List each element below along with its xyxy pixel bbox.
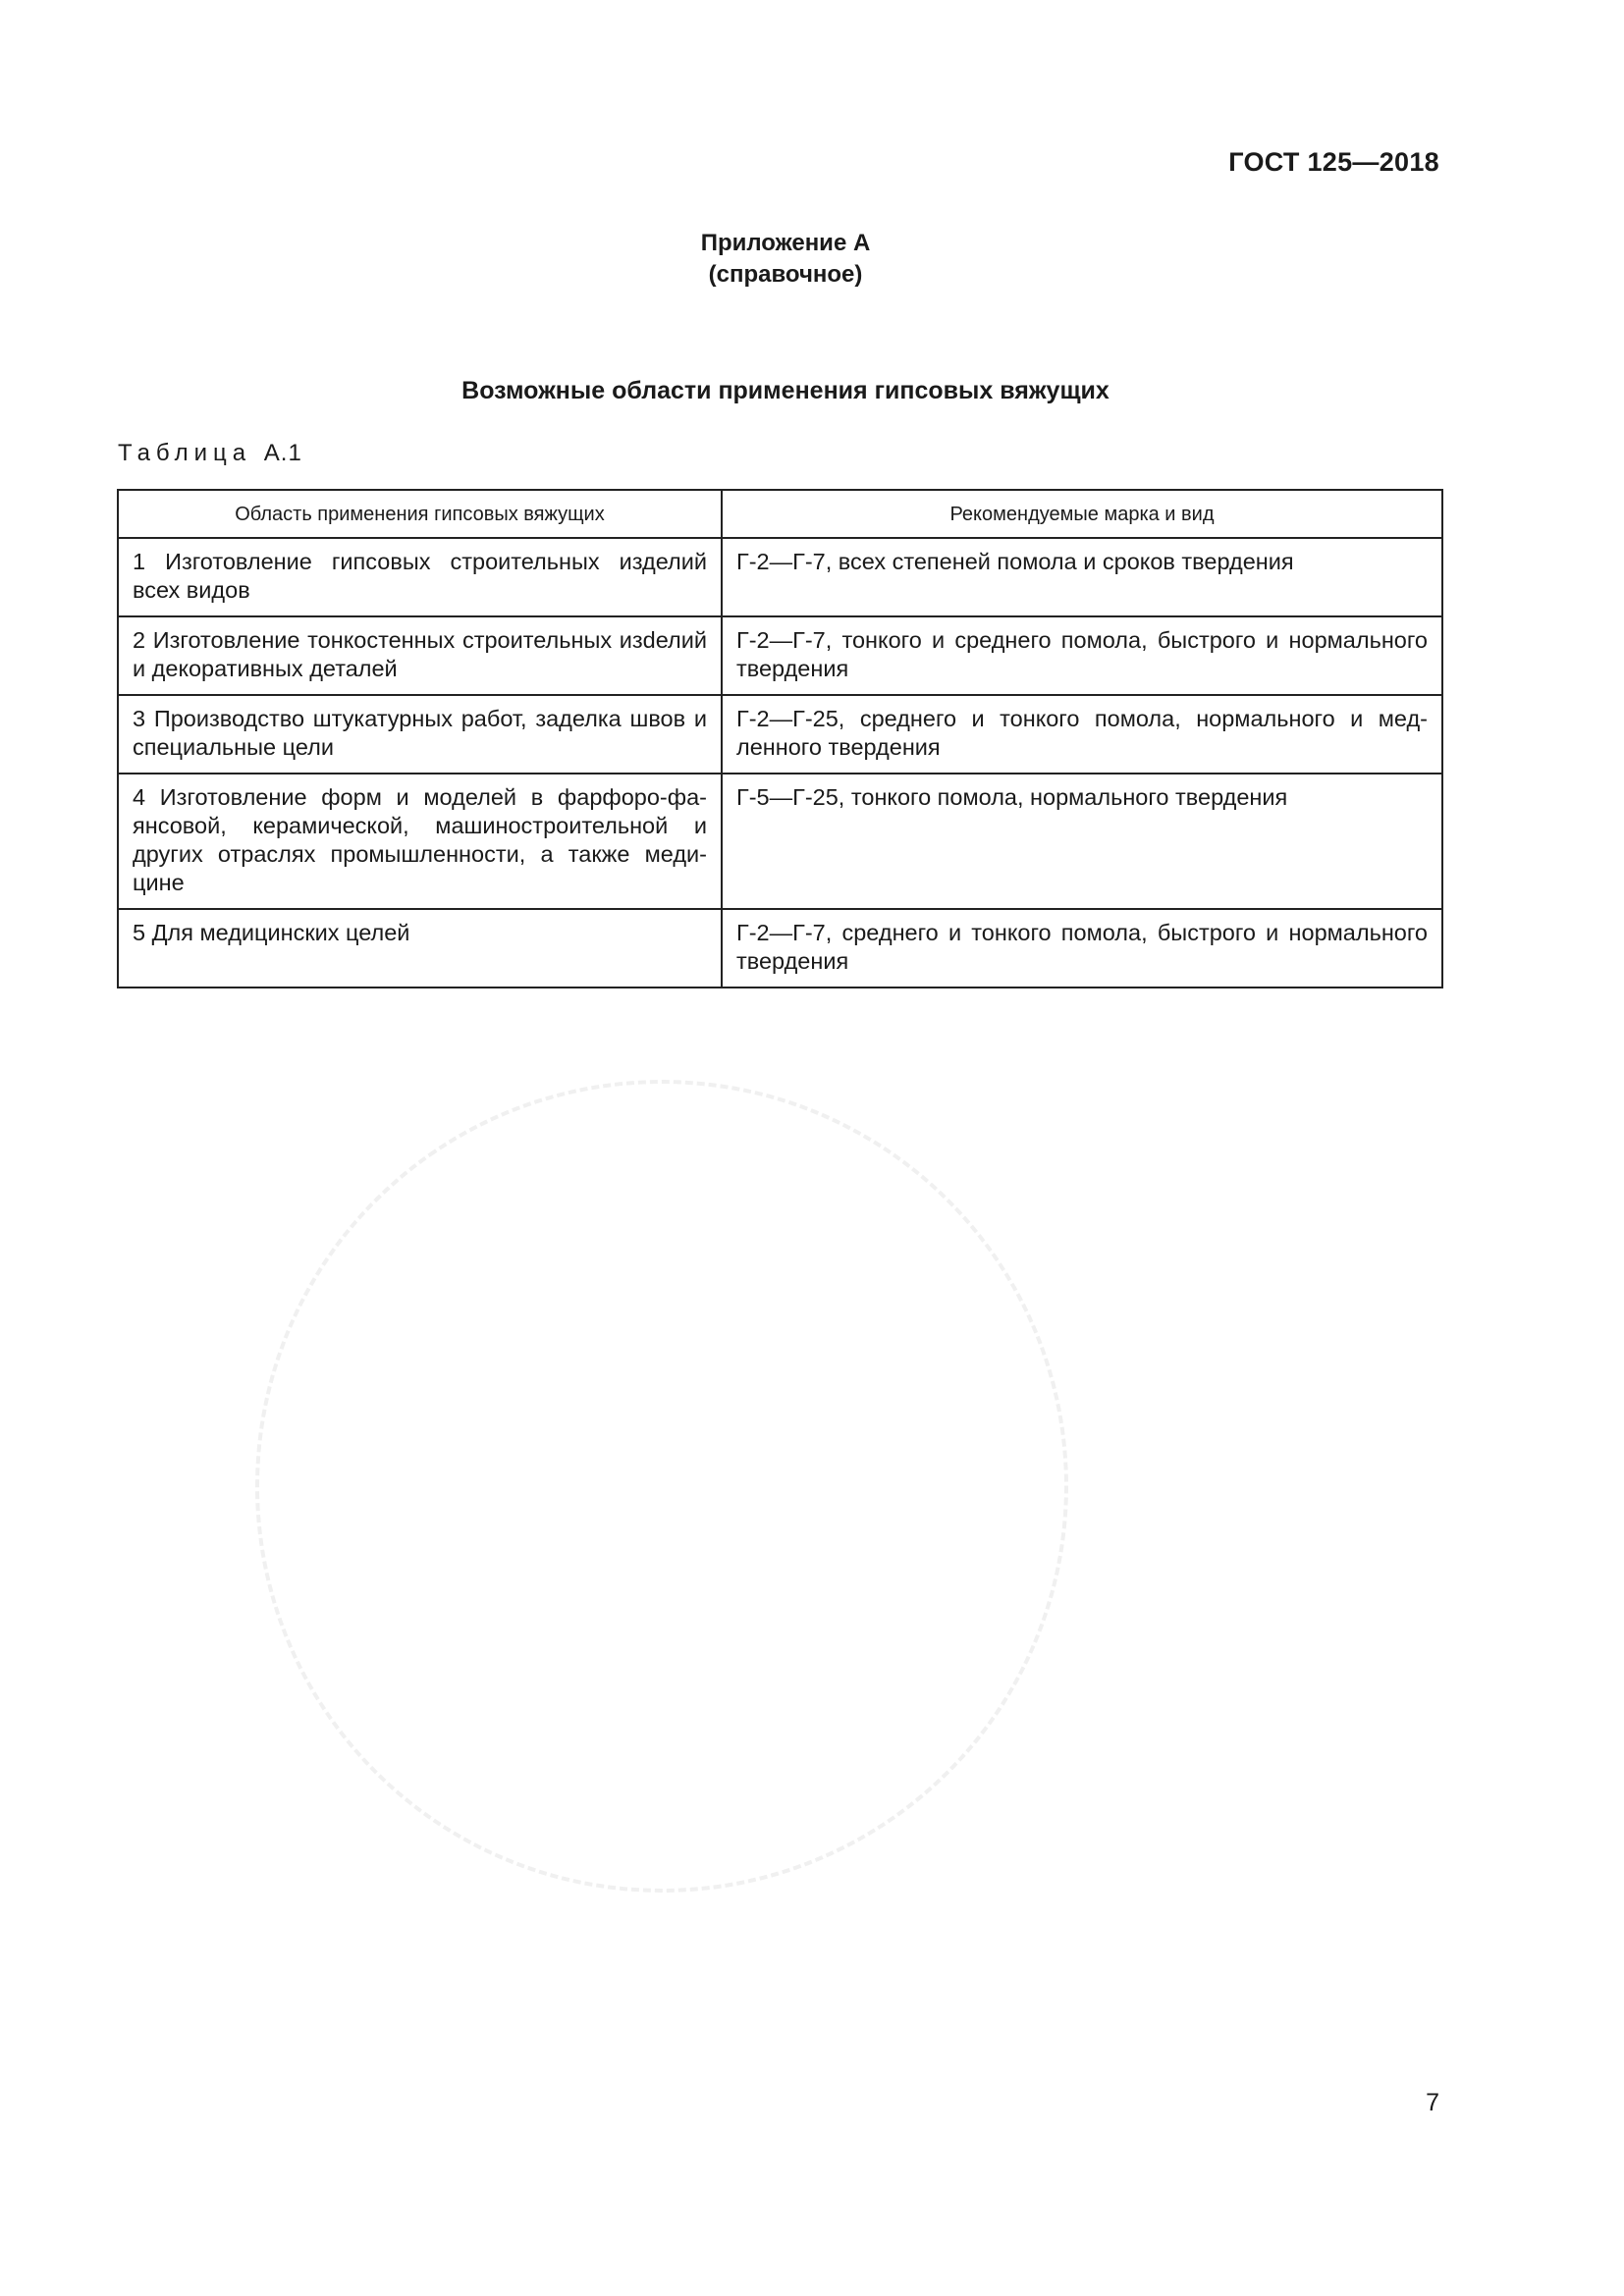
area-cell: 1 Изготовление гипсовых строительных изделий всех видов xyxy=(118,538,722,616)
appendix-title: Приложение А xyxy=(700,230,871,256)
area-cell: 4 Изготовление форм и моделей в фарфоро-фаянсовой, керамической, машиностроительной и других отраслях промышленности, а также медицине xyxy=(118,774,722,909)
table-row xyxy=(118,909,1442,988)
appendix-subtitle: (справочное) xyxy=(708,261,863,288)
table-caption-number: А.1 xyxy=(263,440,302,466)
background-watermark xyxy=(95,920,1227,2052)
area-cell: 3 Производство штукатурных работ, заделка швов и специальные цели xyxy=(118,695,722,774)
table-row xyxy=(118,538,1442,616)
grade-cell: Г-2—Г-7, среднего и тонкого помола, быстрого и нормального твердения xyxy=(722,909,1442,988)
table-row xyxy=(118,616,1442,695)
grade-cell: Г-2—Г-7, тонкого и среднего помола, быстрого и нормального твердения xyxy=(722,616,1442,695)
grade-cell: Г-5—Г-25, тонкого помола, нормального твердения xyxy=(722,774,1442,909)
document-code: ГОСТ 125—2018 xyxy=(1228,147,1439,177)
grade-cell: Г-2—Г-7, всех степеней помола и сроков твердения xyxy=(722,538,1442,616)
table-caption-word: Таблица xyxy=(118,440,252,466)
table-header-row xyxy=(118,490,1442,538)
column-header-grade: Рекомендуемые марка и вид xyxy=(722,490,1442,538)
table-row xyxy=(118,774,1442,909)
page-number: 7 xyxy=(1426,2089,1439,2116)
applications-table xyxy=(117,489,1443,988)
table-caption xyxy=(118,440,302,467)
grade-cell: Г-2—Г-25, среднего и тонкого помола, нормального и медленного твердения xyxy=(722,695,1442,774)
area-cell: 2 Изготовление тонкостенных строительных изdелий и декоративных деталей xyxy=(118,616,722,695)
table-row xyxy=(118,695,1442,774)
appendix-heading xyxy=(0,228,1571,291)
section-title: Возможные области применения гипсовых вяжущих xyxy=(461,377,1110,404)
area-cell: 5 Для медицинских целей xyxy=(118,909,722,988)
column-header-area: Область применения гипсовых вяжущих xyxy=(118,490,722,538)
